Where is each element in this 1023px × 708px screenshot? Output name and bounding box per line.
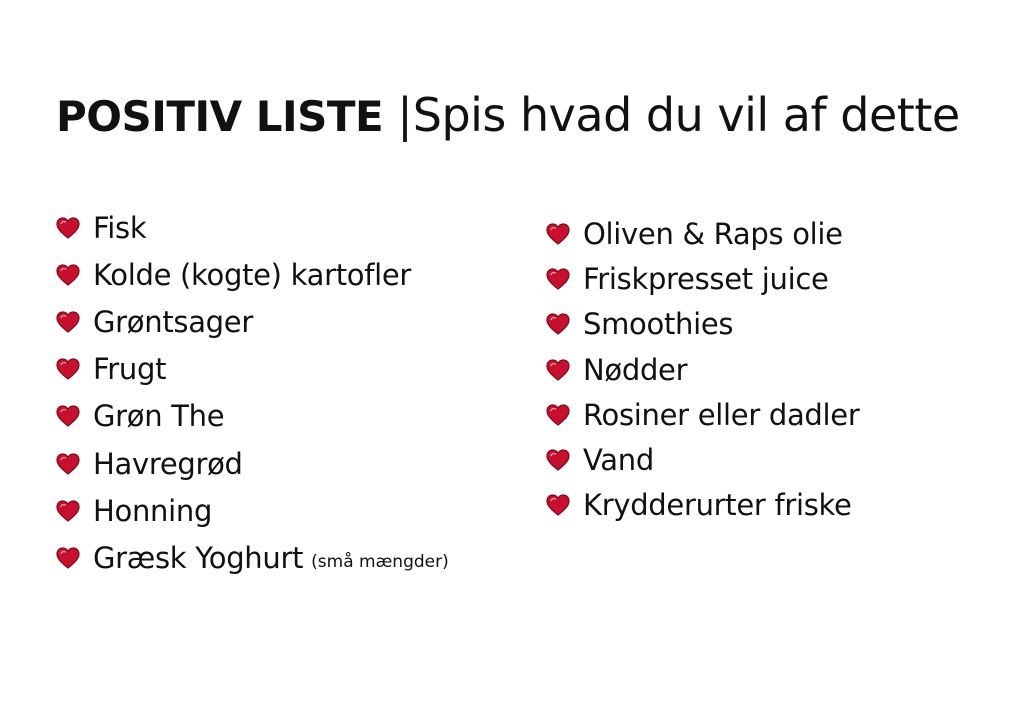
heart-icon [56, 405, 80, 427]
list-item [546, 302, 859, 347]
list-item-label: Frugt [93, 352, 167, 387]
title-subtitle: Spis hvad du vil af dette [412, 88, 960, 142]
list-item-label: Rosiner eller dadler [583, 397, 860, 432]
list-item [56, 487, 449, 534]
list-item-label: Honning [93, 493, 213, 528]
list-item [56, 393, 449, 440]
heart-icon [56, 264, 80, 286]
list-item [546, 211, 859, 256]
heart-icon [546, 494, 570, 516]
heart-icon [546, 449, 570, 471]
list-item [56, 251, 449, 298]
heart-icon [56, 500, 80, 522]
heart-icon [56, 547, 80, 569]
heart-icon [546, 359, 570, 381]
list-item [546, 256, 859, 301]
list-item-label: Krydderurter friske [583, 488, 852, 523]
list-item-label: Græsk Yoghurt [93, 540, 304, 575]
left-list [56, 204, 449, 582]
list-item-label: Grøn The [93, 399, 225, 434]
heart-icon [546, 268, 570, 290]
heart-icon [546, 404, 570, 426]
list-item-label: Vand [583, 443, 654, 478]
heart-icon [56, 358, 80, 380]
title-separator: | [397, 88, 413, 142]
list-item [56, 346, 449, 393]
heart-icon [56, 217, 80, 239]
heart-icon [56, 311, 80, 333]
list-item-label: Havregrød [93, 446, 243, 481]
list-item [546, 483, 859, 528]
list-item [56, 204, 449, 251]
heart-icon [546, 223, 570, 245]
list-item-label: Nødder [583, 352, 688, 387]
list-item [546, 437, 859, 482]
list-item-label: Friskpresset juice [583, 261, 829, 296]
list-item-note: (små mængder) [311, 551, 449, 572]
list-item [546, 347, 859, 392]
heart-icon [56, 453, 80, 475]
list-item [56, 534, 449, 581]
list-item-label: Grøntsager [93, 304, 253, 339]
page-title [56, 88, 960, 142]
list-item-label: Fisk [93, 210, 147, 245]
list-item-label: Smoothies [583, 307, 734, 342]
right-list [546, 211, 859, 528]
list-item-label: Kolde (kogte) kartofler [93, 257, 412, 292]
list-item-label: Oliven & Raps olie [583, 216, 843, 251]
heart-icon [546, 313, 570, 335]
list-item [56, 440, 449, 487]
list-item [546, 392, 859, 437]
list-item [56, 298, 449, 345]
title-bold: POSITIV LISTE [56, 92, 384, 141]
